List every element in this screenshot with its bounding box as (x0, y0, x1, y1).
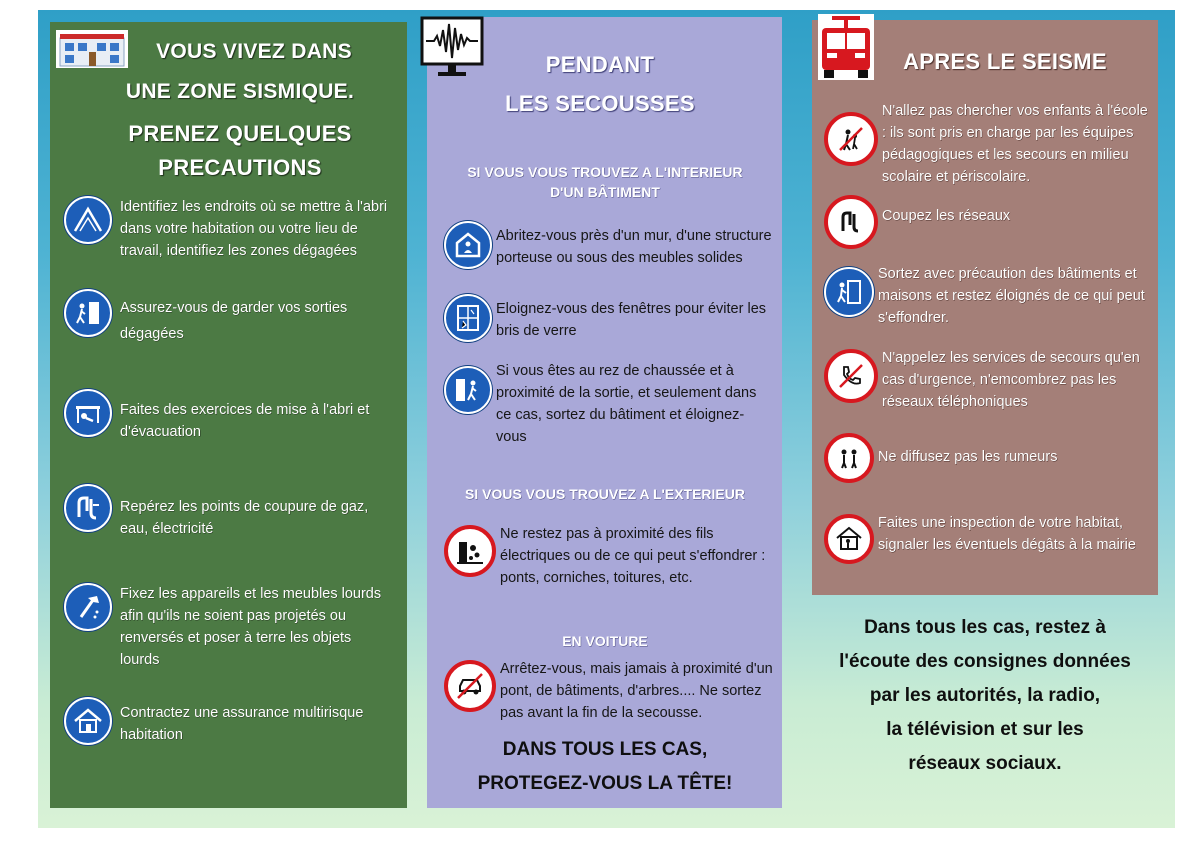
after-item (824, 512, 1154, 564)
precaution-item (64, 484, 394, 540)
cutoff-pipe-icon (64, 484, 112, 532)
inside-section-line2: D'UN BÂTIMENT (550, 184, 660, 200)
after-text: Coupez les réseaux (882, 208, 1011, 224)
precaution-text: Fixez les appareils et les meubles lourds afin qu'ils ne soient pas projetés ou renversés et poser à terre les objets lourds (120, 586, 382, 668)
shelter-icon (64, 196, 112, 244)
precaution-text: Identifiez les endroits où se mettre à l'abri dans votre habitation ou votre lieu de travail, identifiez les zones dégagées (120, 199, 388, 259)
final-line5: réseaux sociaux. (908, 753, 1062, 774)
outside-text: Ne restez pas à proximité des fils électriques ou de ce qui peut s'effondrer : ponts, corniches, toitures, etc. (500, 526, 766, 586)
after-item (824, 195, 1154, 249)
outside-item (444, 523, 779, 589)
precaution-text: Faites des exercices de mise à l'abri et d'évacuation (120, 402, 370, 440)
protect-head-line2: PROTEGEZ-VOUS LA TÊTE! (477, 773, 733, 794)
inside-section-line1: SI VOUS VOUS TROUVEZ A L'INTERIEUR (467, 164, 743, 180)
final-line1: Dans tous les cas, restez à (864, 617, 1106, 638)
left-subtitle-line2: PRECAUTIONS (158, 155, 322, 180)
inside-text: Abritez-vous près d'un mur, d'une structure porteuse ou sous des meubles solides (496, 228, 772, 266)
no-rumors-icon (824, 433, 874, 483)
precaution-item (64, 196, 394, 262)
inside-text: Si vous êtes au rez de chaussée et à proximité de la sortie, et seulement dans ce cas, sortez du bâtiment et éloignez-vous (496, 363, 757, 445)
after-item (824, 347, 1154, 413)
outside-section: SI VOUS VOUS TROUVEZ A L'EXTERIEUR (465, 486, 745, 502)
car-section: EN VOITURE (562, 633, 648, 649)
car-item (444, 658, 779, 724)
hammer-icon (64, 583, 112, 631)
left-subtitle-line1: PRENEZ QUELQUES (128, 121, 352, 146)
car-text: Arrêtez-vous, mais jamais à proximité d'un pont, de bâtiments, d'arbres.... Ne sortez pas avant la fin de la secousse. (500, 661, 773, 721)
after-text: Faites une inspection de votre habitat, signaler les éventuels dégâts à la mairie (878, 515, 1136, 553)
after-text: N'allez pas chercher vos enfants à l'école : ils sont pris en charge par les équipes pédagogiques et les secours en milieu scolaire et périscolaire. (882, 103, 1148, 185)
inside-item (444, 294, 779, 342)
precaution-text: Repérez les points de coupure de gaz, eau, électricité (120, 499, 369, 537)
inside-item (444, 221, 779, 269)
car-icon (444, 660, 496, 712)
precaution-text: Contractez une assurance multirisque habitation (120, 705, 364, 743)
precaution-item (64, 697, 394, 746)
exit-door-icon (64, 289, 112, 337)
left-title-line2: UNE ZONE SISMIQUE. (125, 80, 355, 103)
building-icon (56, 30, 128, 68)
after-item (824, 263, 1154, 329)
middle-title-line2: LES SECOUSSES (505, 91, 695, 116)
no-phone-icon (824, 349, 878, 403)
final-line2: l'écoute des consignes données (839, 651, 1131, 672)
right-title: APRES LE SEISME (903, 49, 1107, 74)
after-text: Sortez avec précaution des bâtiments et maisons et restez éloignés de ce qui peut s'effondrer. (878, 266, 1145, 326)
drill-table-icon (64, 389, 112, 437)
broken-window-icon (444, 294, 492, 342)
no-children-icon (824, 112, 878, 166)
after-item (824, 100, 1154, 188)
after-item (824, 433, 1154, 483)
precaution-item (64, 289, 394, 347)
final-line3: par les autorités, la radio, (869, 685, 1101, 706)
middle-title-line1: PENDANT (545, 52, 655, 77)
shelter-wall-icon (444, 221, 492, 269)
left-title-line1: VOUS VIVEZ DANS (156, 40, 352, 63)
exit-building-icon (824, 267, 874, 317)
falling-rocks-icon (444, 525, 496, 577)
precaution-item (64, 583, 394, 671)
after-text: N'appelez les services de secours qu'en cas d'urgence, n'emcombrez pas les réseaux téléphoniques (882, 350, 1140, 410)
house-insurance-icon (64, 697, 112, 745)
final-line4: la télévision et sur les (886, 719, 1084, 740)
seismograph-icon (420, 16, 484, 80)
inside-text: Eloignez-vous des fenêtres pour éviter les bris de verre (496, 301, 767, 339)
cut-network-icon (824, 195, 878, 249)
precaution-text: Assurez-vous de garder vos sorties dégagées (120, 300, 348, 342)
exit-person-icon (444, 366, 492, 414)
inside-item (444, 360, 779, 448)
after-text: Ne diffusez pas les rumeurs (878, 449, 1058, 465)
house-inspection-icon (824, 514, 874, 564)
precaution-item (64, 389, 394, 443)
protect-head-line1: DANS TOUS LES CAS, (502, 739, 708, 760)
fire-truck-icon (818, 14, 874, 80)
